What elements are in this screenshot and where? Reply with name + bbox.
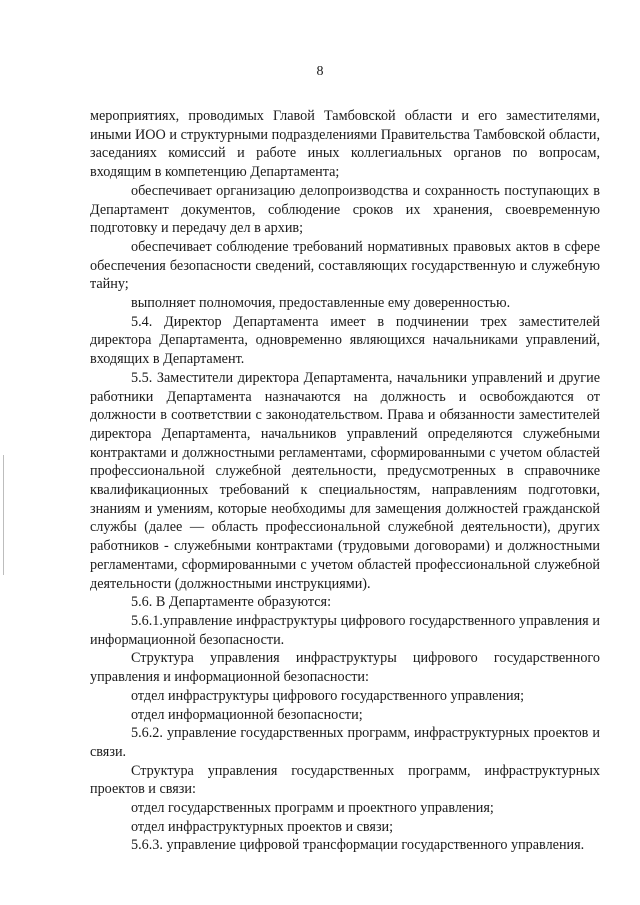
paragraph: отдел информационной безопасности; <box>131 706 363 723</box>
paragraph: Структура управления инфраструктуры цифрового государственного управления и информационной безопасности: <box>90 650 600 686</box>
paragraph: обеспечивает соблюдение требований нормативных правовых актов в сфере обеспечения безопасности сведений, составляющих государственную и служебную тайну; <box>90 238 600 293</box>
document-body <box>90 107 600 855</box>
paragraph: 5.5. Заместители директора Департамента, начальники управлений и другие работники Департамента назначаются на должность и освобождаются от должности в соответствии с законодательством. Права и обязанности заместителей директора Департамента, начальников управлений определяются служебными контрактами и должностными регламентами, сформированными с учетом областей профессиональной служебной деятельности, предусмотренных в справочнике квалификационных требований к специальностям, направлениям подготовки, знаниям и умениям, которые необходимы для замещения должностей гражданской службы (далее — область профессиональной служебной деятельности), других работников - служебными контрактами (трудовыми договорами) и должностными регламентами, сформированными с учетом областей профессиональной служебной деятельности (должностными инструкциями). <box>90 369 600 592</box>
paragraph: 5.4. Директор Департамента имеет в подчинении трех заместителей директора Департамента, одновременно являющихся начальниками управлений, входящих в Департамент. <box>90 313 600 368</box>
paragraph: Структура управления государственных программ, инфраструктурных проектов и связи: <box>90 762 600 798</box>
paragraph: 5.6.1.управление инфраструктуры цифрового государственного управления и информационной безопасности. <box>90 612 600 648</box>
paragraph: 5.6.3. управление цифровой трансформации государственного управления. <box>131 837 585 854</box>
paragraph: мероприятиях, проводимых Главой Тамбовской области и его заместителями, иными ИОО и структурными подразделениями Правительства Тамбовской области, заседаниях комиссий и работе иных коллегиальных органов по вопросам, входящим в компетенцию Департамента; <box>90 108 600 181</box>
paragraph: отдел инфраструктурных проектов и связи; <box>131 818 394 835</box>
paragraph: выполняет полномочия, предоставленные ему доверенностью. <box>131 295 511 312</box>
page-number: 8 <box>316 64 324 79</box>
paragraph: 5.6.2. управление государственных программ, инфраструктурных проектов и связи. <box>90 725 600 760</box>
scan-edge-mark <box>3 455 4 575</box>
paragraph: отдел государственных программ и проектного управления; <box>131 800 494 817</box>
paragraph: 5.6. В Департаменте образуются: <box>131 594 332 611</box>
paragraph: отдел инфраструктуры цифрового государственного управления; <box>131 687 525 704</box>
paragraph: обеспечивает организацию делопроизводства и сохранность поступающих в Департамент документов, соблюдение сроков их хранения, своевременную подготовку и передачу дел в архив; <box>90 182 600 237</box>
